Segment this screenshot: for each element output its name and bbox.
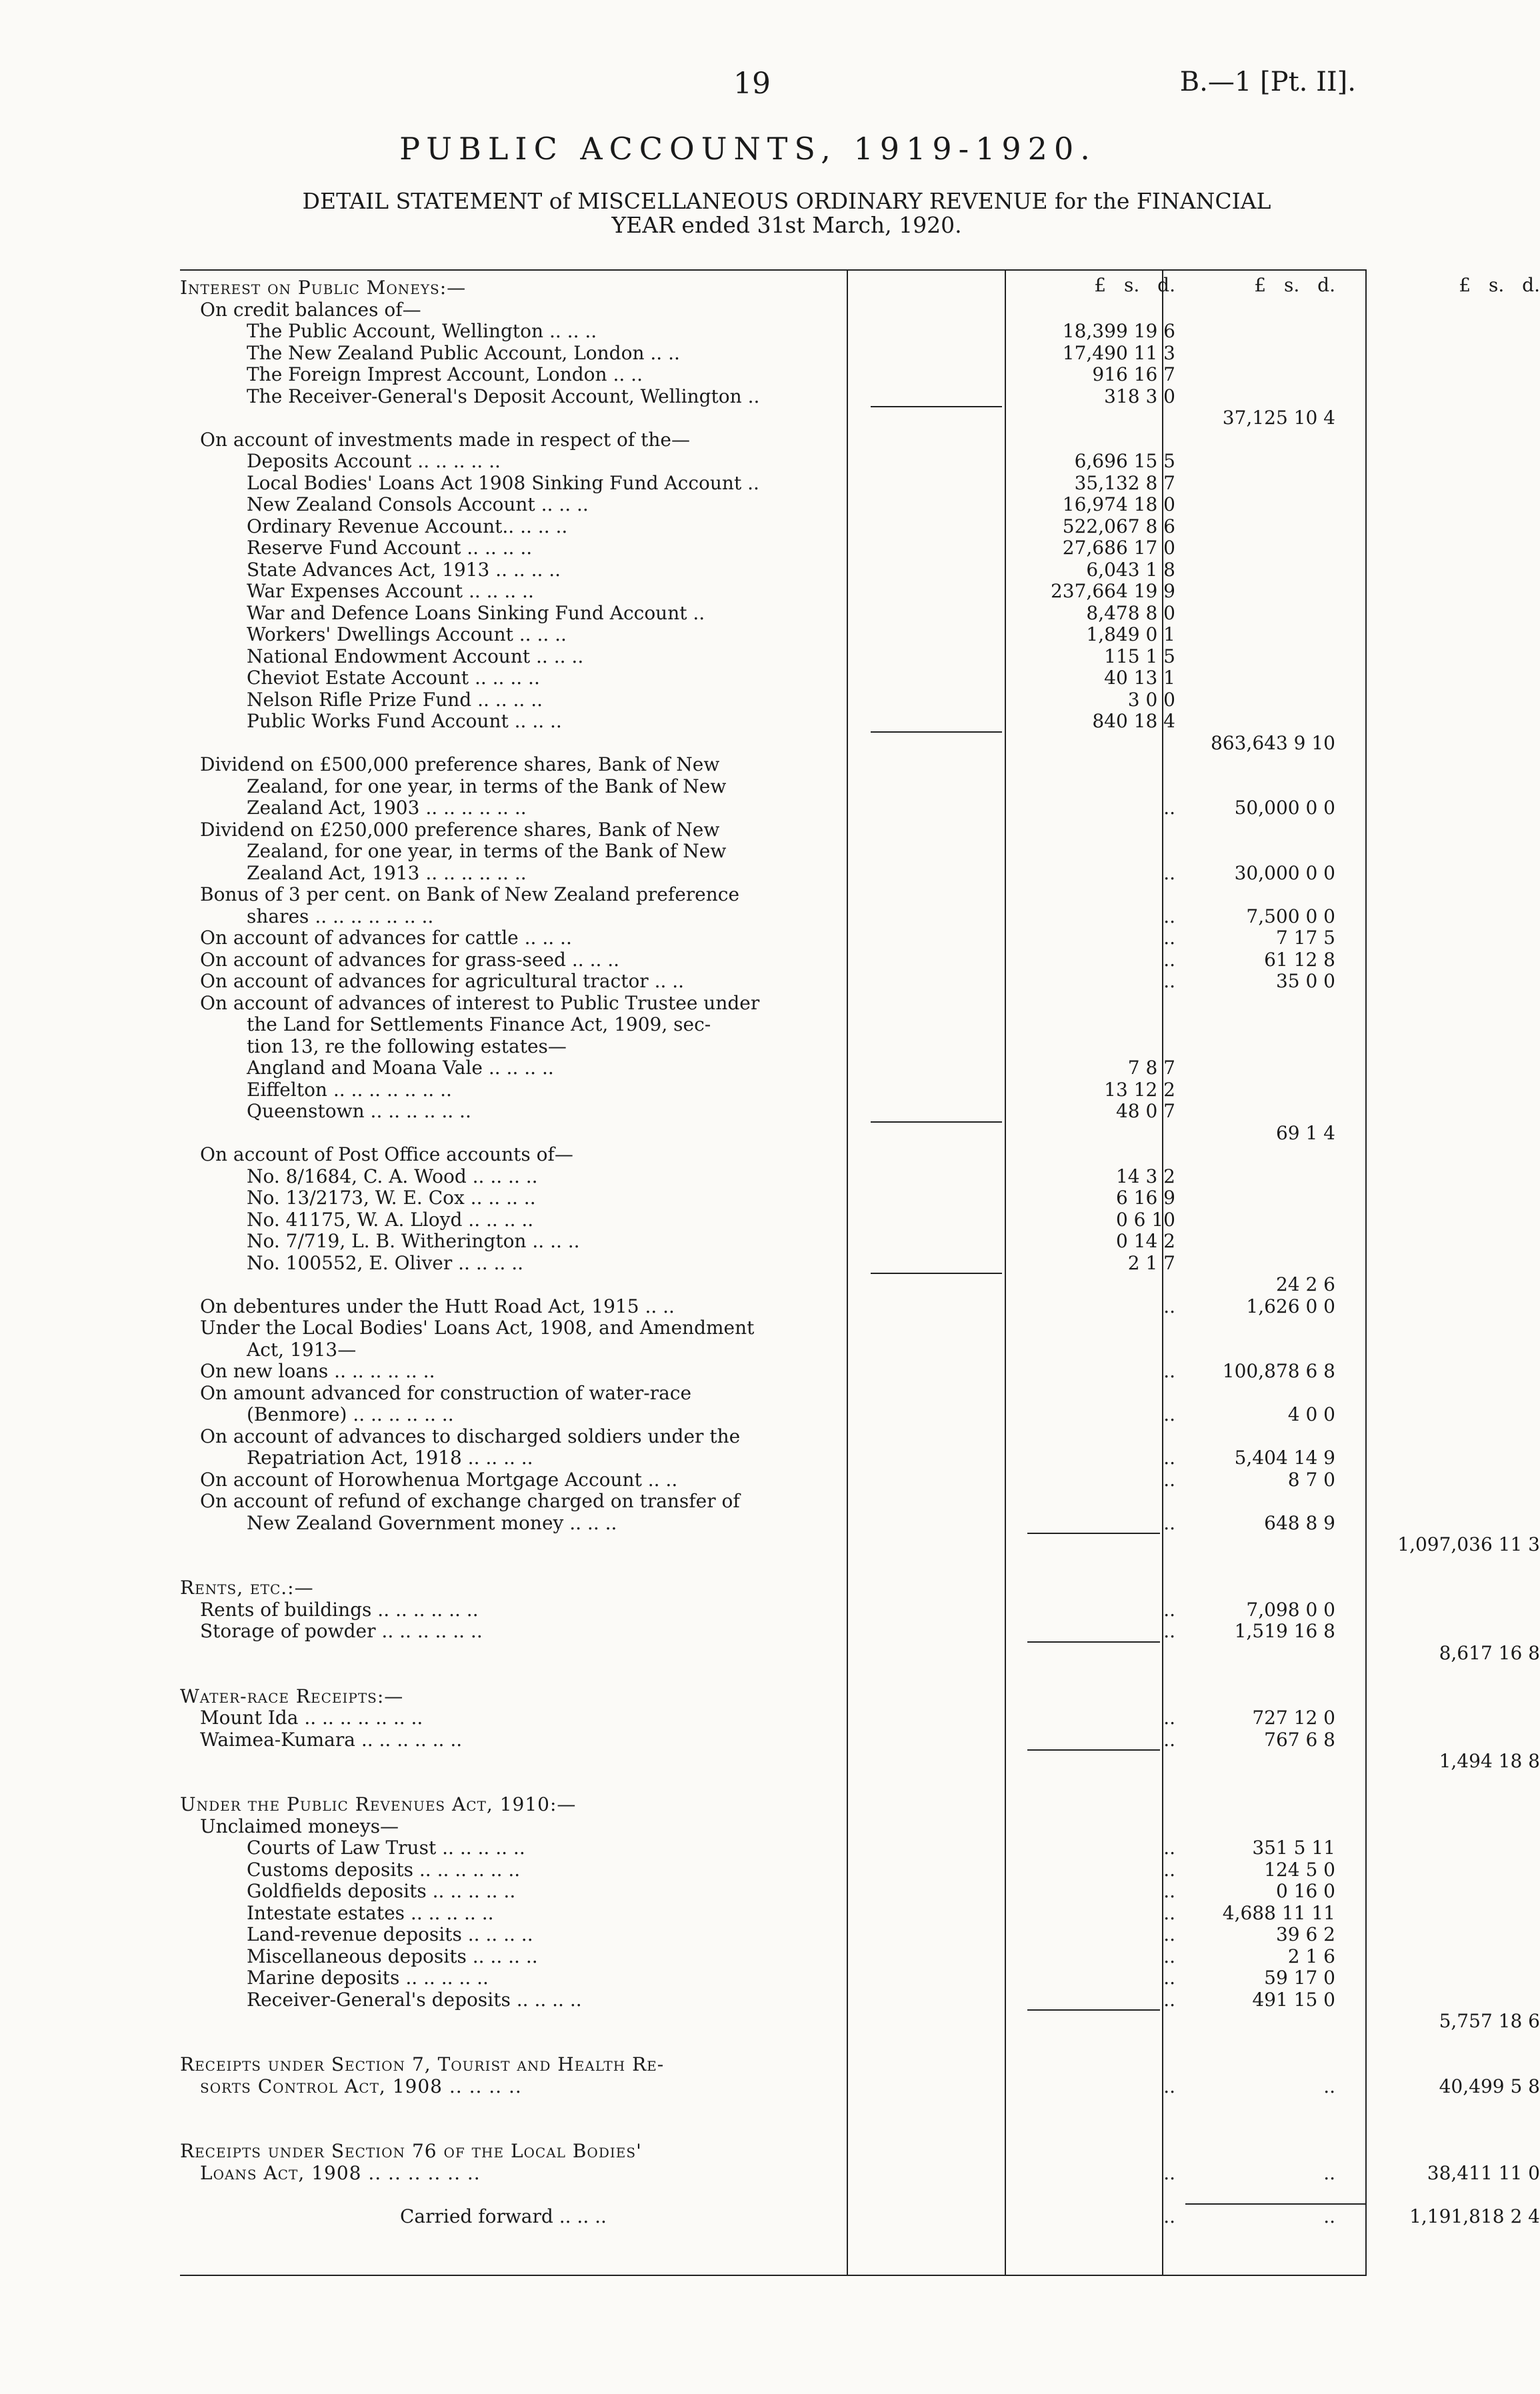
- ledger-row: [180, 689, 1367, 711]
- amount-col-1: ..: [1163, 1858, 1175, 1881]
- row-description: Interest on Public Moneys:—: [180, 277, 467, 299]
- amount-col-2: 24 2 6: [1275, 1273, 1335, 1295]
- amount-col-1: 3 0 0: [1127, 688, 1175, 711]
- amount-col-1: 17,490 11 3: [1062, 341, 1175, 364]
- amount-col-1: ..: [1163, 797, 1175, 819]
- ledger-row: [180, 1036, 1367, 1057]
- amount-col-1: 0 14 2: [1115, 1230, 1175, 1252]
- subtotal-rule: [871, 406, 1002, 407]
- ledger-row: [180, 516, 1367, 537]
- row-description: On account of investments made in respect of the—: [200, 428, 690, 451]
- amount-col-1: ..: [1163, 1403, 1175, 1425]
- ledger-row: [180, 1989, 1367, 2011]
- statement-title-line-2: YEAR ended 31st March, 1920.: [611, 212, 962, 238]
- amount-col-2: 124 5 0: [1264, 1858, 1335, 1881]
- row-description: Zealand Act, 1903 .. .. .. .. .. ..: [247, 797, 527, 819]
- total-rule: [1185, 2203, 1365, 2205]
- ledger-row: [180, 1253, 1367, 1274]
- ledger-row: [180, 581, 1367, 602]
- ledger-row: [180, 429, 1367, 451]
- row-description: Under the Public Revenues Act, 1910:—: [180, 1793, 577, 1815]
- row-description: On debentures under the Hutt Road Act, 1915 .. ..: [200, 1295, 675, 1317]
- ledger-row: [180, 863, 1367, 884]
- ledger-row: [180, 1859, 1367, 1881]
- row-description: Unclaimed moneys—: [200, 1815, 399, 1837]
- ledger-subtotal-row: [180, 1533, 1540, 1555]
- row-description: Bonus of 3 per cent. on Bank of New Zealand preference: [200, 883, 740, 905]
- ledger-row: [180, 1491, 1367, 1512]
- row-description: Act, 1913—: [247, 1338, 357, 1361]
- ledger-row: [180, 971, 1367, 992]
- ledger-row: [180, 1079, 1367, 1101]
- ledger-row: [180, 841, 1367, 862]
- ledger-row: [180, 1209, 1367, 1231]
- ledger-row: [180, 1426, 1367, 1447]
- amount-col-1: ..: [1163, 1620, 1175, 1642]
- ledger-row: [180, 776, 1367, 797]
- subtotal-rule: [1027, 1641, 1160, 1643]
- amount-col-3: 1,494 18 8: [1439, 1750, 1540, 1772]
- ledger-row: [180, 1404, 1367, 1425]
- amount-col-2: 863,643 9 10: [1210, 731, 1335, 754]
- amount-col-2: 37,125 10 4: [1222, 407, 1335, 429]
- ledger-row: [180, 1144, 1367, 1165]
- amount-col-1: ..: [1163, 1880, 1175, 1902]
- row-description: Rents, etc.:—: [180, 1577, 314, 1599]
- ledger-subtotal-row: [180, 1274, 1367, 1295]
- ledger-row: [180, 1621, 1367, 1642]
- row-description: On account of advances for cattle .. .. ..: [200, 927, 572, 949]
- ledger-row: [180, 1903, 1367, 1924]
- ledger-row: [180, 1057, 1367, 1079]
- row-description: On account of Post Office accounts of—: [200, 1143, 573, 1165]
- revenue-ledger-table: [180, 269, 1540, 2276]
- ledger-subtotal-row: [180, 2010, 1540, 2032]
- amount-col-1: 35,132 8 7: [1074, 471, 1175, 494]
- page-number: 19: [733, 67, 771, 101]
- row-description: Land-revenue deposits .. .. .. ..: [247, 1923, 533, 1945]
- amount-col-2: 4,688 11 11: [1222, 1901, 1335, 1924]
- row-description: Zealand Act, 1913 .. .. .. .. .. ..: [247, 861, 527, 884]
- amount-col-2: ..: [1323, 2161, 1335, 2184]
- row-description: Loans Act, 1908 .. .. .. .. .. ..: [200, 2161, 481, 2184]
- row-description: The Foreign Imprest Account, London .. ..: [247, 363, 643, 385]
- ledger-row: [180, 537, 1367, 559]
- amount-col-2: 30,000 0 0: [1234, 861, 1335, 884]
- row-description: sorts Control Act, 1908 .. .. .. ..: [200, 2075, 522, 2097]
- amount-col-2: 1,519 16 8: [1234, 1620, 1335, 1642]
- amount-col-1: ..: [1163, 1468, 1175, 1491]
- amount-col-1: ..: [1163, 927, 1175, 949]
- subtotal-rule: [871, 731, 1002, 733]
- ledger-row: [180, 927, 1367, 949]
- ledger-row: [180, 646, 1367, 667]
- amount-col-1: 48 0 7: [1115, 1100, 1175, 1122]
- amount-col-2: 727 12 0: [1252, 1707, 1335, 1729]
- amount-col-1: ..: [1163, 1511, 1175, 1534]
- ledger-row: [180, 1231, 1367, 1252]
- ledger-row: [180, 2205, 1540, 2227]
- row-description: shares .. .. .. .. .. .. ..: [247, 905, 434, 927]
- amount-col-1: 7 8 7: [1127, 1057, 1175, 1079]
- ledger-row: [180, 797, 1367, 819]
- row-description: Zealand, for one year, in terms of the Bank of New: [247, 775, 727, 797]
- row-description: Cheviot Estate Account .. .. .. ..: [247, 667, 540, 689]
- row-description: Receipts under Section 7, Tourist and Health Re-: [180, 2053, 665, 2075]
- ledger-row: [180, 1296, 1367, 1317]
- amount-col-2: 351 5 11: [1252, 1837, 1335, 1859]
- amount-col-2: ..: [1323, 2075, 1335, 2097]
- ledger-row: [180, 1317, 1367, 1339]
- amount-col-1: ..: [1163, 1901, 1175, 1924]
- row-description: Eiffelton .. .. .. .. .. .. ..: [247, 1078, 452, 1101]
- amount-col-1: ..: [1163, 861, 1175, 884]
- currency-header-2: £ s. d.: [1254, 274, 1335, 296]
- subtotal-rule: [1027, 2009, 1160, 2011]
- amount-col-2: 7,098 0 0: [1246, 1598, 1335, 1621]
- ledger-row: [180, 1816, 1367, 1837]
- amount-col-2: 1,626 0 0: [1246, 1295, 1335, 1317]
- amount-col-2: 491 15 0: [1252, 1988, 1335, 2011]
- row-description: Nelson Rifle Prize Fund .. .. .. ..: [247, 688, 543, 711]
- row-description: Miscellaneous deposits .. .. .. ..: [247, 1945, 538, 1967]
- row-description: State Advances Act, 1913 .. .. .. ..: [247, 558, 561, 581]
- amount-col-3: 8,617 16 8: [1439, 1641, 1540, 1664]
- ledger-row: [180, 1339, 1367, 1361]
- amount-col-2: 39 6 2: [1275, 1923, 1335, 1945]
- amount-col-2: 2 1 6: [1287, 1945, 1335, 1967]
- ledger-row: [180, 2161, 1540, 2184]
- row-description: Rents of buildings .. .. .. .. .. ..: [200, 1598, 479, 1621]
- amount-col-1: 8,478 8 0: [1086, 601, 1175, 624]
- ledger-row: [180, 1187, 1367, 1209]
- amount-col-2: 69 1 4: [1275, 1121, 1335, 1144]
- row-description: No. 100552, E. Oliver .. .. .. ..: [247, 1251, 524, 1274]
- ledger-subtotal-row: [180, 1750, 1540, 1772]
- row-description: Courts of Law Trust .. .. .. .. ..: [247, 1837, 525, 1859]
- ledger-row: [180, 274, 1367, 299]
- row-description: Public Works Fund Account .. .. ..: [247, 710, 562, 732]
- row-description: Waimea-Kumara .. .. .. .. .. ..: [200, 1728, 463, 1751]
- amount-col-1: 6,696 15 5: [1074, 450, 1175, 472]
- ledger-row: [180, 667, 1367, 689]
- ledger-row: [180, 473, 1367, 494]
- amount-col-1: ..: [1163, 1447, 1175, 1469]
- subtotal-rule: [1027, 1749, 1160, 1751]
- amount-col-3: 5,757 18 6: [1439, 2010, 1540, 2032]
- row-description: Intestate estates .. .. .. .. ..: [247, 1901, 494, 1924]
- amount-col-1: 318 3 0: [1104, 385, 1175, 407]
- amount-col-1: ..: [1163, 1728, 1175, 1751]
- row-description: Workers' Dwellings Account .. .. ..: [247, 623, 567, 645]
- ledger-row: [180, 1686, 1367, 1707]
- subtotal-rule: [1027, 1533, 1160, 1534]
- row-description: Dividend on £250,000 preference shares, Bank of New: [200, 818, 720, 841]
- ledger-subtotal-row: [180, 1773, 1367, 1794]
- amount-col-1: ..: [1163, 1295, 1175, 1317]
- row-description: Queenstown .. .. .. .. .. ..: [247, 1100, 471, 1122]
- amount-col-2: 100,878 6 8: [1222, 1360, 1335, 1382]
- amount-col-1: ..: [1163, 1988, 1175, 2011]
- ledger-row: [180, 1599, 1367, 1621]
- ledger-row: [180, 906, 1367, 927]
- ledger-row: [180, 343, 1367, 364]
- ledger-subtotal-row: [180, 1641, 1540, 1664]
- ledger-row: [180, 819, 1367, 841]
- ledger-row: [180, 1794, 1367, 1815]
- amount-col-1: 2 1 7: [1127, 1251, 1175, 1274]
- amount-col-2: 7 17 5: [1275, 927, 1335, 949]
- row-description: On account of advances for grass-seed .. .. ..: [200, 948, 620, 971]
- ledger-row: [180, 993, 1367, 1014]
- ledger-subtotal-row: [180, 407, 1367, 429]
- ledger-row: [180, 1014, 1367, 1035]
- amount-col-1: ..: [1163, 2075, 1175, 2097]
- ledger-row: [180, 1469, 1367, 1491]
- statement-title-line-1: DETAIL STATEMENT of MISCELLANEOUS ORDINARY REVENUE for the FINANCIAL: [302, 188, 1271, 214]
- amount-col-1: ..: [1163, 1598, 1175, 1621]
- amount-col-2: 35 0 0: [1275, 970, 1335, 992]
- amount-col-2: 59 17 0: [1264, 1967, 1335, 1989]
- amount-col-2: 7,500 0 0: [1246, 905, 1335, 927]
- ledger-row: [180, 603, 1367, 624]
- ledger-row: [180, 2054, 1367, 2075]
- amount-col-1: ..: [1163, 948, 1175, 971]
- ledger-row: [180, 2141, 1367, 2162]
- ledger-subtotal-row: [180, 1123, 1367, 1144]
- row-description: Receipts under Section 76 of the Local Bodies': [180, 2140, 642, 2162]
- amount-col-1: 27,686 17 0: [1062, 537, 1175, 559]
- amount-col-2: ..: [1323, 2205, 1335, 2227]
- amount-col-1: 16,974 18 0: [1062, 493, 1175, 515]
- row-description: On credit balances of—: [200, 298, 421, 321]
- row-description: tion 13, re the following estates—: [247, 1035, 567, 1057]
- row-description: The Public Account, Wellington .. .. ..: [247, 320, 597, 342]
- row-description: On account of advances for agricultural tractor .. ..: [200, 970, 685, 992]
- ledger-subtotal-row: [180, 1556, 1367, 1577]
- row-description: The New Zealand Public Account, London .. ..: [247, 341, 680, 364]
- row-description: Reserve Fund Account .. .. .. ..: [247, 537, 533, 559]
- ledger-row: [180, 949, 1367, 971]
- ledger-row: [180, 559, 1367, 581]
- amount-col-1: 13 12 2: [1104, 1078, 1175, 1101]
- ledger-row: [180, 711, 1367, 732]
- ledger-row: [180, 1513, 1367, 1534]
- ledger-row: [180, 754, 1367, 775]
- ledger-row: [180, 299, 1367, 321]
- row-description: No. 13/2173, W. E. Cox .. .. .. ..: [247, 1187, 536, 1209]
- amount-col-3: 1,097,036 11 3: [1397, 1533, 1540, 1555]
- amount-col-1: 40 13 1: [1104, 667, 1175, 689]
- ledger-row: [180, 1729, 1367, 1751]
- amount-col-1: ..: [1163, 2205, 1175, 2227]
- amount-col-1: 1,849 0 1: [1086, 623, 1175, 645]
- ledger-subtotal-row: [180, 2097, 1367, 2119]
- amount-col-2: 648 8 9: [1264, 1511, 1335, 1534]
- amount-col-1: 18,399 19 6: [1062, 320, 1175, 342]
- ledger-row: [180, 1967, 1367, 1989]
- row-description: Mount Ida .. .. .. .. .. .. ..: [200, 1707, 423, 1729]
- ledger-row: [180, 1166, 1367, 1187]
- row-description: New Zealand Consols Account .. .. ..: [247, 493, 589, 515]
- row-description: Ordinary Revenue Account.. .. .. ..: [247, 515, 568, 537]
- row-description: On account of advances of interest to Public Trustee under: [200, 991, 760, 1014]
- ledger-row: [180, 1837, 1367, 1859]
- paper-reference: B.—1 [Pt. II].: [1179, 67, 1356, 97]
- ledger-row: [180, 386, 1367, 407]
- ledger-row: [180, 1383, 1367, 1404]
- amount-col-2: 61 12 8: [1264, 948, 1335, 971]
- row-description: Goldfields deposits .. .. .. .. ..: [247, 1880, 516, 1902]
- currency-header-1: £ s. d.: [1094, 274, 1175, 296]
- amount-col-1: ..: [1163, 970, 1175, 992]
- amount-col-2: 50,000 0 0: [1234, 797, 1335, 819]
- ledger-row: [180, 1101, 1367, 1122]
- amount-col-1: 6 16 9: [1115, 1187, 1175, 1209]
- row-description: Receiver-General's deposits .. .. .. ..: [247, 1988, 582, 2011]
- row-description: On account of refund of exchange charged on transfer of: [200, 1490, 740, 1512]
- amount-col-1: ..: [1163, 1837, 1175, 1859]
- amount-col-3: 38,411 11 0: [1427, 2161, 1540, 2184]
- ledger-row: [180, 451, 1367, 472]
- ledger-row: [180, 321, 1367, 342]
- row-description: Customs deposits .. .. .. .. .. ..: [247, 1858, 521, 1881]
- ledger-row: [180, 1447, 1367, 1469]
- row-description: Zealand, for one year, in terms of the Bank of New: [247, 840, 727, 862]
- row-description: the Land for Settlements Finance Act, 1909, sec-: [247, 1013, 711, 1035]
- ledger-row: [180, 624, 1367, 645]
- page-title: PUBLIC ACCOUNTS, 1919-1920.: [399, 131, 1097, 167]
- amount-col-1: ..: [1163, 1360, 1175, 1382]
- ledger-row: [180, 884, 1367, 905]
- row-description: Local Bodies' Loans Act 1908 Sinking Fund Account ..: [247, 471, 759, 494]
- amount-col-2: 0 16 0: [1275, 1880, 1335, 1902]
- amount-col-1: ..: [1163, 905, 1175, 927]
- amount-col-1: 237,664 19 9: [1050, 580, 1175, 602]
- subtotal-rule: [871, 1121, 1002, 1123]
- ledger-subtotal-row: [180, 2184, 1367, 2205]
- row-description: On account of Horowhenua Mortgage Account .. ..: [200, 1468, 678, 1491]
- row-description: Water-race Receipts:—: [180, 1685, 404, 1707]
- row-description: On account of advances to discharged soldiers under the: [200, 1425, 741, 1447]
- row-description: (Benmore) .. .. .. .. .. ..: [247, 1403, 454, 1425]
- amount-col-2: 5,404 14 9: [1234, 1447, 1335, 1469]
- row-description: Dividend on £500,000 preference shares, Bank of New: [200, 753, 720, 775]
- row-description: Marine deposits .. .. .. .. ..: [247, 1967, 489, 1989]
- row-description: No. 41175, W. A. Lloyd .. .. .. ..: [247, 1208, 534, 1231]
- amount-col-1: 0 6 10: [1115, 1208, 1175, 1231]
- amount-col-1: ..: [1163, 1923, 1175, 1945]
- amount-col-1: 6,043 1 8: [1086, 558, 1175, 581]
- subtotal-rule: [871, 1273, 1002, 1274]
- amount-col-2: 4 0 0: [1287, 1403, 1335, 1425]
- amount-col-1: ..: [1163, 2161, 1175, 2184]
- row-description: Under the Local Bodies' Loans Act, 1908, and Amendment: [200, 1317, 755, 1339]
- row-description: Storage of powder .. .. .. .. .. ..: [200, 1620, 483, 1642]
- row-description: No. 7/719, L. B. Witherington .. .. ..: [247, 1230, 580, 1252]
- row-description: War and Defence Loans Sinking Fund Account ..: [247, 601, 705, 624]
- ledger-subtotal-row: [180, 1664, 1367, 1685]
- ledger-row: [180, 1361, 1367, 1382]
- amount-col-1: 840 18 4: [1092, 710, 1175, 732]
- row-description: Deposits Account .. .. .. .. ..: [247, 450, 501, 472]
- ledger-subtotal-row: [180, 733, 1367, 754]
- amount-col-1: 115 1 5: [1104, 645, 1175, 667]
- row-description: No. 8/1684, C. A. Wood .. .. .. ..: [247, 1165, 538, 1187]
- ledger-row: [180, 1946, 1367, 1967]
- ledger-subtotal-row: [180, 2033, 1367, 2054]
- ledger-subtotal-row: [180, 2119, 1367, 2141]
- ledger-row: [180, 1707, 1367, 1729]
- ledger-row: [180, 1924, 1367, 1945]
- currency-header-3: £ s. d.: [1459, 274, 1540, 296]
- row-description: On amount advanced for construction of water-race: [200, 1381, 692, 1404]
- ledger-row: [180, 1577, 1367, 1599]
- row-description: New Zealand Government money .. .. ..: [247, 1511, 617, 1534]
- ledger-row: [180, 494, 1367, 515]
- row-description: Repatriation Act, 1918 .. .. .. ..: [247, 1447, 533, 1469]
- amount-col-3: 40,499 5 8: [1439, 2075, 1540, 2097]
- amount-col-3: 1,191,818 2 4: [1409, 2205, 1540, 2227]
- amount-col-1: 522,067 8 6: [1062, 515, 1175, 537]
- ledger-row: [180, 364, 1367, 385]
- ledger-row: [180, 1881, 1367, 1902]
- amount-col-1: 916 16 7: [1092, 363, 1175, 385]
- row-description: Carried forward .. .. ..: [400, 2205, 607, 2227]
- amount-col-1: 14 3 2: [1115, 1165, 1175, 1187]
- row-description: On new loans .. .. .. .. .. ..: [200, 1360, 435, 1382]
- row-description: National Endowment Account .. .. ..: [247, 645, 584, 667]
- amount-col-1: ..: [1163, 1707, 1175, 1729]
- ledger-row: [180, 2075, 1540, 2097]
- amount-col-2: 8 7 0: [1287, 1468, 1335, 1491]
- amount-col-2: 767 6 8: [1264, 1728, 1335, 1751]
- row-description: Angland and Moana Vale .. .. .. ..: [247, 1057, 554, 1079]
- row-description: The Receiver-General's Deposit Account, Wellington ..: [247, 385, 760, 407]
- row-description: War Expenses Account .. .. .. ..: [247, 580, 534, 602]
- amount-col-1: ..: [1163, 1945, 1175, 1967]
- amount-col-1: ..: [1163, 1967, 1175, 1989]
